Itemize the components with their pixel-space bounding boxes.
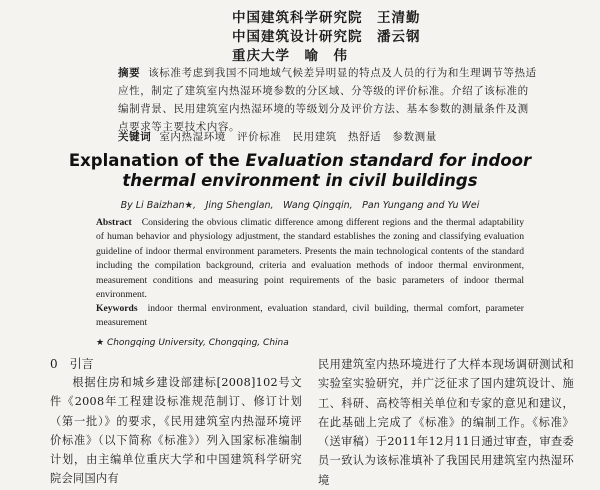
author-affiliation-1: 中国建筑科学研究院 王清勤 <box>232 10 421 26</box>
chinese-abstract-label: 摘要 <box>118 67 141 79</box>
section-title: 引言 <box>69 357 94 371</box>
author-affiliation-3: 重庆大学 喻 伟 <box>232 48 348 64</box>
chinese-abstract-text: 该标准考虑到我国不同地域气候差异明显的特点及人员的行为和生理调节等热适应性，制定了建筑室内热湿环境参数的分区域、分等级的评价标准。介绍了该标准的编制背景、民用建筑室内热湿环境的等级划分及评价方法、基本参数的测量条件及测点要求等主要技术内容。 <box>118 67 537 133</box>
english-abstract-label: Abstract <box>96 217 132 228</box>
english-abstract <box>96 216 524 302</box>
chinese-keywords-label: 关键词 <box>118 131 152 143</box>
english-keywords-text: indoor thermal environment, evaluation standard, civil building, thermal comfort, parameter measurement <box>96 303 524 329</box>
star-icon: ★ <box>96 338 105 348</box>
chinese-keywords <box>118 129 437 144</box>
chinese-abstract <box>118 64 538 136</box>
english-title-line-1 <box>0 151 600 170</box>
body-right-column: 民用建筑室内热环境进行了大样本现场调研测试和实验室实验研究，并广泛征求了国内建筑设计、施工、科研、高校等相关单位和专家的意见和建议，在此基础上完成了《标准》的编制工作。《标准》（送审稿）于2011年12月11日通过审查，审查委员一致认为该标准填补了我国民用建筑室内热湿环境 <box>318 358 574 487</box>
english-keywords <box>96 302 524 331</box>
english-title-line-2 <box>0 171 600 190</box>
section-number: 0 <box>50 357 58 371</box>
english-title-italic-2: thermal environment in civil buildings <box>122 171 478 190</box>
english-title-italic: Evaluation standard for indoor <box>245 151 532 170</box>
english-affiliation-text: Chongqing University, Chongqing, China <box>104 338 289 348</box>
section-heading <box>50 355 94 372</box>
author-list: By Li Baizhan★, Jing Shenglan, Wang Qingqin, Pan Yungang and Yu Wei <box>120 200 480 211</box>
english-affiliation <box>96 338 289 348</box>
author-affiliation-2: 中国建筑设计研究院 潘云钢 <box>232 29 421 45</box>
chinese-keywords-text: 室内热湿环境 评价标准 民用建筑 热舒适 参数测量 <box>159 131 437 143</box>
english-keywords-label: Keywords <box>96 303 138 314</box>
body-left-column: 根据住房和城乡建设部建标[2008]102号文件《2008年工程建设标准规范制订、修订计划（第一批）》的要求，《民用建筑室内热湿环境评价标准》（以下简称《标准》）列入国家标准编制计划，由主编单位重庆大学和中国建筑科学研究院会同国内有 <box>50 376 302 486</box>
english-title-prefix: Explanation of the <box>68 151 246 170</box>
english-abstract-text: Considering the obvious climatic difference among different regions and the thermal adaptability of human behavior and physiology adjustment, the standard establishes the zoning and classifying evaluation guideline of indoor thermal environment parameters. Presents the main technological contents of the standard including the compilation background, criteria and evaluation methods of indoor thermal environment, measurement conditions and measuring point requirements of the basic parameters of indoor thermal environment. <box>96 217 524 301</box>
